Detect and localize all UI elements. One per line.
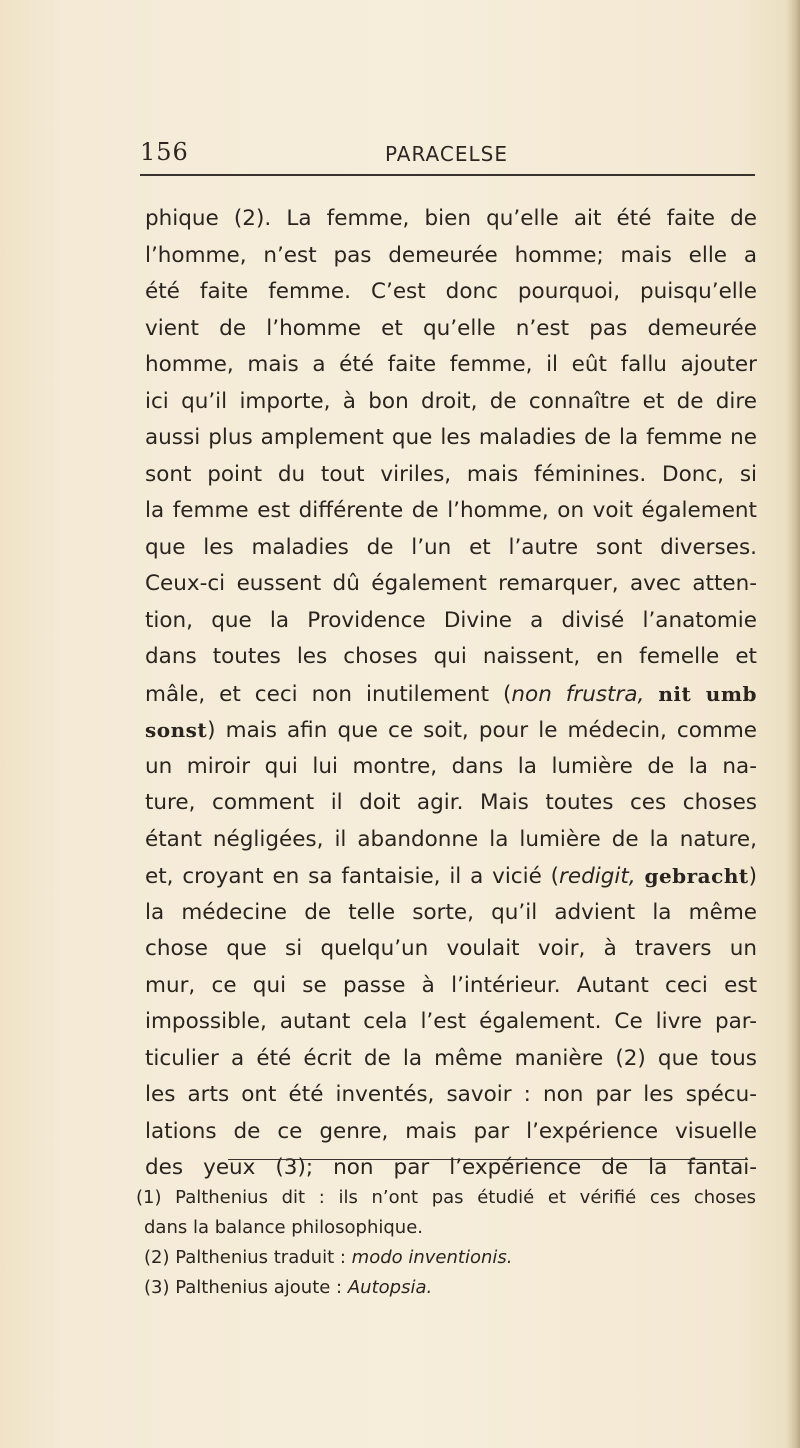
footnote-2: (2) Palthenius traduit : modo inventionis. <box>144 1247 513 1268</box>
footnote-2-term: modo inventionis. <box>351 1247 513 1268</box>
text-line: été faite femme. C’est donc pourquoi, puisqu’elle <box>145 279 757 304</box>
text-line: sont point du tout viriles, mais féminines. Donc, si <box>145 461 757 487</box>
text-line: l’homme, n’est pas demeurée homme; mais elle a <box>145 242 757 268</box>
running-head: PARACELSE <box>385 142 508 166</box>
german-phrase: nit umb <box>658 681 757 706</box>
text-line: que les maladies de l’un et l’autre sont diverses. <box>145 534 757 560</box>
text-line: mâle, et ceci non inutilement (non frustra, nit umb <box>145 681 757 707</box>
text-line: homme, mais a été faite femme, il eût fallu ajouter <box>145 352 757 377</box>
text-line: tion, que la Providence Divine a divisé l’anatomie <box>145 607 757 633</box>
text-line: les arts ont été inventés, savoir : non par les spécu- <box>145 1082 757 1107</box>
footnote-3: (3) Palthenius ajoute : Autopsia. <box>144 1277 433 1298</box>
text-line: ture, comment il doit agir. Mais toutes ces choses <box>145 790 757 815</box>
text-line: lations de ce genre, mais par l’expérience visuelle <box>145 1118 757 1144</box>
text-line: impossible, autant cela l’est également. Ce livre par- <box>145 1009 757 1034</box>
header-rule <box>140 174 755 176</box>
latin-phrase: non frustra, <box>511 681 645 707</box>
text-line: un miroir qui lui montre, dans la lumière de la na- <box>145 753 757 779</box>
text-line: étant négligées, il abandonne la lumière de la nature, <box>145 826 757 852</box>
german-phrase: sonst <box>145 718 208 742</box>
text-line: sonst) mais afin que ce soit, pour le médecin, comme <box>145 718 757 743</box>
footnote-1-continued: dans la balance philosophique. <box>144 1217 424 1238</box>
body-text <box>145 201 757 1187</box>
text-line: vient de l’homme et qu’elle n’est pas demeurée <box>145 315 757 341</box>
footnotes <box>136 1183 756 1303</box>
footnote-3-term: Autopsia. <box>347 1277 433 1298</box>
text-line: ici qu’il importe, à bon droit, de connaître et de dire <box>145 388 757 414</box>
latin-phrase: redigit, <box>559 864 636 889</box>
text-line: des yeux (3); non par l’expérience de la fantai- <box>145 1155 757 1180</box>
text-line: phique (2). La femme, bien qu’elle ait été faite de <box>145 206 757 231</box>
page-number: 156 <box>140 138 189 166</box>
text-line: aussi plus amplement que les maladies de la femme ne <box>145 425 757 450</box>
text-line: ticulier a été écrit de la même manière (2) que tous <box>145 1045 757 1071</box>
footnote-rule <box>228 1159 748 1160</box>
german-phrase: gebracht <box>644 864 749 888</box>
footnote-1: (1) Palthenius dit : ils n’ont pas étudié et vérifié ces choses <box>136 1187 756 1208</box>
text-line: chose que si quelqu’un voulait voir, à travers un <box>145 936 757 961</box>
text-line: la femme est différente de l’homme, on voit également <box>145 498 757 523</box>
text-line: la médecine de telle sorte, qu’il advient la même <box>145 899 757 925</box>
text-line: dans toutes les choses qui naissent, en femelle et <box>145 644 757 669</box>
text-line: mur, ce qui se passe à l’intérieur. Autant ceci est <box>145 972 757 998</box>
text-line: et, croyant en sa fantaisie, il a vicié (redigit, gebracht) <box>145 864 757 889</box>
page-edge-shadow <box>786 0 800 1448</box>
text-line: Ceux-ci eussent dû également remarquer, avec atten- <box>145 571 757 596</box>
